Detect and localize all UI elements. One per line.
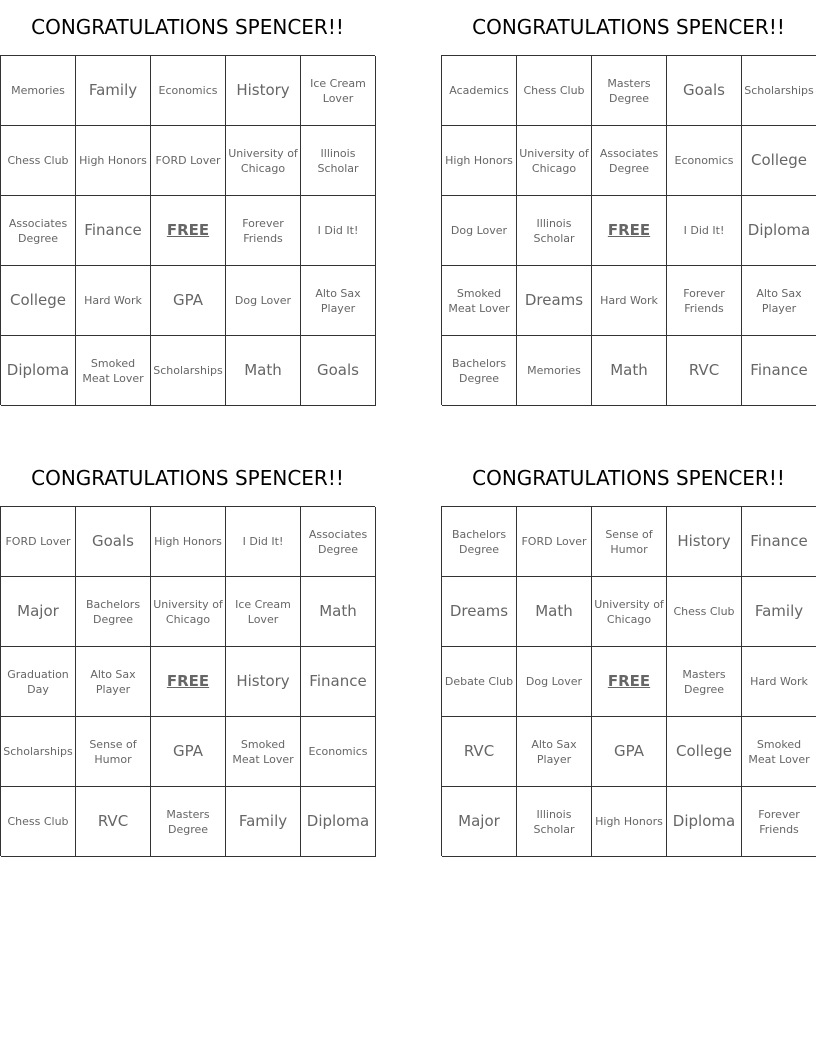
bingo-cell: RVC [667, 336, 742, 406]
bingo-cell: Associates Degree [592, 126, 667, 196]
bingo-cell: Scholarships [151, 336, 226, 406]
bingo-cell: Sense of Humor [592, 507, 667, 577]
card-title: CONGRATULATIONS SPENCER!! [31, 15, 344, 39]
bingo-card-4 [441, 451, 816, 856]
free-space: FREE [151, 647, 226, 717]
bingo-cell: Scholarships [1, 717, 76, 787]
bingo-cell: Forever Friends [742, 787, 816, 857]
bingo-cell: Forever Friends [667, 266, 742, 336]
bingo-cell: Bachelors Degree [442, 507, 517, 577]
bingo-cell: Economics [667, 126, 742, 196]
bingo-cell: FORD Lover [517, 507, 592, 577]
bingo-cell: Masters Degree [151, 787, 226, 857]
bingo-cell: Forever Friends [226, 196, 301, 266]
bingo-cell: Alto Sax Player [301, 266, 376, 336]
bingo-cell: Smoked Meat Lover [76, 336, 151, 406]
bingo-cell: Masters Degree [667, 647, 742, 717]
bingo-cell: Scholarships [742, 56, 816, 126]
bingo-cell: Graduation Day [1, 647, 76, 717]
bingo-cell: Associates Degree [301, 507, 376, 577]
bingo-cell: University of Chicago [226, 126, 301, 196]
bingo-cell: Diploma [742, 196, 816, 266]
free-space: FREE [592, 647, 667, 717]
bingo-card-3 [0, 451, 375, 856]
bingo-card-1 [0, 0, 375, 405]
bingo-cell: Economics [301, 717, 376, 787]
bingo-cell: Finance [742, 507, 816, 577]
bingo-cell: College [667, 717, 742, 787]
bingo-cell: Math [517, 577, 592, 647]
bingo-cell: Illinois Scholar [517, 787, 592, 857]
bingo-grid [0, 55, 375, 405]
bingo-cell: RVC [442, 717, 517, 787]
bingo-cell: High Honors [76, 126, 151, 196]
bingo-cell: Hard Work [76, 266, 151, 336]
bingo-cell: Masters Degree [592, 56, 667, 126]
bingo-cell: Academics [442, 56, 517, 126]
bingo-cell: Math [226, 336, 301, 406]
bingo-cell: Ice Cream Lover [301, 56, 376, 126]
bingo-grid [441, 55, 816, 405]
bingo-cell: Math [592, 336, 667, 406]
bingo-cell: History [226, 56, 301, 126]
bingo-cell: Economics [151, 56, 226, 126]
card-title: CONGRATULATIONS SPENCER!! [472, 15, 785, 39]
bingo-cell: Finance [301, 647, 376, 717]
bingo-cell: Math [301, 577, 376, 647]
bingo-cell: University of Chicago [592, 577, 667, 647]
bingo-cell: Major [442, 787, 517, 857]
bingo-cell: Bachelors Degree [76, 577, 151, 647]
bingo-cell: I Did It! [667, 196, 742, 266]
bingo-cell: Ice Cream Lover [226, 577, 301, 647]
bingo-cell: Memories [517, 336, 592, 406]
bingo-cell: Hard Work [592, 266, 667, 336]
bingo-cell: Family [76, 56, 151, 126]
bingo-cell: Illinois Scholar [301, 126, 376, 196]
bingo-cell: Goals [301, 336, 376, 406]
bingo-cell: Chess Club [667, 577, 742, 647]
bingo-cell: History [226, 647, 301, 717]
bingo-cell: Hard Work [742, 647, 816, 717]
bingo-cell: Family [226, 787, 301, 857]
bingo-cell: Dog Lover [226, 266, 301, 336]
bingo-cell: GPA [592, 717, 667, 787]
bingo-cell: Finance [742, 336, 816, 406]
bingo-cell: University of Chicago [151, 577, 226, 647]
bingo-cell: High Honors [442, 126, 517, 196]
bingo-cell: I Did It! [301, 196, 376, 266]
bingo-cell: Dreams [517, 266, 592, 336]
bingo-cell: Chess Club [1, 787, 76, 857]
bingo-cell: Goals [76, 507, 151, 577]
bingo-cell: FORD Lover [1, 507, 76, 577]
bingo-cell: Diploma [1, 336, 76, 406]
bingo-grid [0, 506, 375, 856]
bingo-cell: Chess Club [517, 56, 592, 126]
bingo-cell: Alto Sax Player [742, 266, 816, 336]
card-title: CONGRATULATIONS SPENCER!! [31, 466, 344, 490]
bingo-cell: GPA [151, 266, 226, 336]
bingo-cell: Smoked Meat Lover [442, 266, 517, 336]
free-space: FREE [151, 196, 226, 266]
card-title: CONGRATULATIONS SPENCER!! [472, 466, 785, 490]
bingo-cell: Major [1, 577, 76, 647]
bingo-cell: RVC [76, 787, 151, 857]
bingo-cell: Smoked Meat Lover [226, 717, 301, 787]
bingo-cell: High Honors [151, 507, 226, 577]
bingo-cell: High Honors [592, 787, 667, 857]
bingo-cell: Chess Club [1, 126, 76, 196]
bingo-cell: Sense of Humor [76, 717, 151, 787]
bingo-cell: University of Chicago [517, 126, 592, 196]
bingo-cell: Finance [76, 196, 151, 266]
bingo-cell: Bachelors Degree [442, 336, 517, 406]
bingo-cell: Memories [1, 56, 76, 126]
bingo-cell: Dog Lover [442, 196, 517, 266]
bingo-cell: I Did It! [226, 507, 301, 577]
bingo-grid [441, 506, 816, 856]
bingo-cell: Associates Degree [1, 196, 76, 266]
bingo-card-2 [441, 0, 816, 405]
bingo-cell: Diploma [667, 787, 742, 857]
bingo-cell: Diploma [301, 787, 376, 857]
bingo-cell: Goals [667, 56, 742, 126]
bingo-cell: History [667, 507, 742, 577]
free-space: FREE [592, 196, 667, 266]
bingo-cell: Family [742, 577, 816, 647]
bingo-cell: Alto Sax Player [76, 647, 151, 717]
bingo-cell: Dreams [442, 577, 517, 647]
bingo-cell: Smoked Meat Lover [742, 717, 816, 787]
bingo-cell: College [1, 266, 76, 336]
bingo-cell: Illinois Scholar [517, 196, 592, 266]
bingo-cell: GPA [151, 717, 226, 787]
bingo-cell: Dog Lover [517, 647, 592, 717]
bingo-cell: Debate Club [442, 647, 517, 717]
bingo-cell: College [742, 126, 816, 196]
bingo-cell: FORD Lover [151, 126, 226, 196]
bingo-cell: Alto Sax Player [517, 717, 592, 787]
